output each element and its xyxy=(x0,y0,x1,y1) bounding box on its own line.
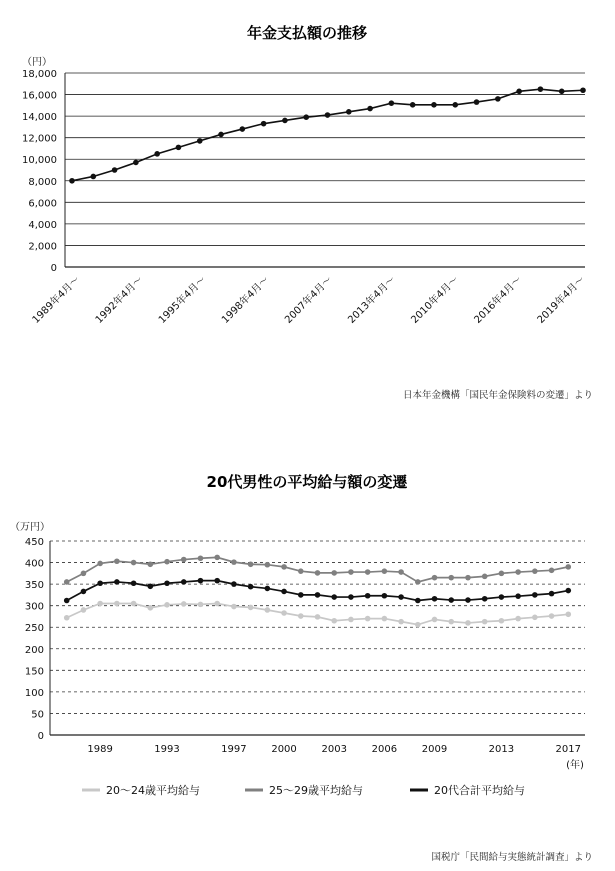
chart2-data-point-3 xyxy=(265,586,271,592)
chart2-data-point-2 xyxy=(499,571,505,577)
chart2-data-point-1 xyxy=(532,615,538,621)
chart1-title: 年金支払額の推移 xyxy=(246,24,368,42)
chart2-data-point-1 xyxy=(482,619,488,625)
chart1-data-point xyxy=(240,126,246,132)
chart2-y-tick-label: 50 xyxy=(31,709,44,721)
chart1-series xyxy=(69,86,586,183)
chart2-data-point-1 xyxy=(348,617,354,623)
chart2-data-point-1 xyxy=(97,601,103,607)
chart2-data-point-1 xyxy=(148,605,154,611)
chart2-data-point-2 xyxy=(331,570,337,576)
chart2-data-point-3 xyxy=(248,584,254,590)
legend-label-3: 20代合計平均給与 xyxy=(434,784,525,797)
chart2-x-unit: (年) xyxy=(566,760,584,771)
chart1-y-ticks xyxy=(22,69,57,274)
chart2-data-point-3 xyxy=(499,594,505,600)
chart2-data-point-1 xyxy=(415,622,421,628)
chart2-y-ticks xyxy=(25,537,44,742)
chart2-data-point-1 xyxy=(549,613,555,619)
legend-label-1: 20～24歳平均給与 xyxy=(106,784,200,797)
chart2-data-point-1 xyxy=(181,601,187,607)
chart2-data-point-2 xyxy=(515,569,521,575)
chart2-data-point-1 xyxy=(198,602,204,608)
chart1-y-tick-label: 2,000 xyxy=(28,241,57,253)
chart1-data-point xyxy=(580,87,586,93)
chart2-data-point-2 xyxy=(298,568,304,574)
chart1-x-tick-label: 1992年4月～ xyxy=(93,274,146,326)
chart1-y-tick-label: 14,000 xyxy=(22,112,57,124)
chart2-data-point-2 xyxy=(81,571,87,577)
chart2-data-point-2 xyxy=(281,564,287,570)
chart2-y-tick-label: 450 xyxy=(24,537,44,548)
chart2-data-point-1 xyxy=(164,602,170,608)
chart2-gridlines xyxy=(50,541,585,735)
chart2-data-point-2 xyxy=(365,569,371,575)
chart1-data-point xyxy=(495,96,501,102)
chart1-data-point xyxy=(112,167,118,173)
chart2-data-point-1 xyxy=(248,605,254,611)
chart1-x-tick-label: 2013年4月～ xyxy=(346,274,398,326)
chart2-data-point-2 xyxy=(482,574,488,580)
chart2-data-point-2 xyxy=(164,559,170,565)
chart2-data-point-1 xyxy=(432,617,438,623)
chart2-data-point-3 xyxy=(164,580,170,586)
chart2-x-tick-label: 1989 xyxy=(87,744,113,755)
chart2-data-point-2 xyxy=(148,561,154,567)
chart2-data-point-1 xyxy=(382,616,388,622)
chart2-x-tick-label: 2006 xyxy=(371,744,398,755)
chart2-series-line-2 xyxy=(67,557,569,582)
chart2-data-point-1 xyxy=(231,604,237,610)
chart2-data-point-1 xyxy=(114,601,120,607)
chart2-data-point-3 xyxy=(348,594,354,600)
chart2-x-tick-label: 2000 xyxy=(271,744,297,755)
chart2-data-point-3 xyxy=(532,592,538,598)
chart1-data-point xyxy=(474,99,480,105)
chart1-y-tick-label: 10,000 xyxy=(22,155,57,167)
chart2-data-point-3 xyxy=(148,583,154,589)
chart1-data-point xyxy=(154,151,160,157)
chart2-data-point-3 xyxy=(97,580,103,586)
chart2-data-point-2 xyxy=(448,575,454,581)
chart2-x-tick-label: 2009 xyxy=(421,744,448,755)
chart2-y-tick-label: 300 xyxy=(24,601,44,613)
chart2-data-point-2 xyxy=(532,568,538,574)
chart1-data-point xyxy=(538,86,544,92)
chart2-data-point-2 xyxy=(97,561,103,567)
chart2-data-point-3 xyxy=(465,597,471,603)
chart2-data-point-2 xyxy=(348,569,354,575)
chart1-data-point xyxy=(176,145,182,151)
chart2-data-point-2 xyxy=(415,579,421,585)
chart2-data-point-3 xyxy=(315,592,321,598)
chart2-data-point-1 xyxy=(315,614,321,620)
chart1-x-tick-label: 1989年4月～ xyxy=(30,274,83,326)
chart1-x-tick-label: 2016年4月～ xyxy=(472,274,524,326)
chart2-y-tick-label: 0 xyxy=(37,731,44,742)
chart1-data-point xyxy=(389,100,395,106)
chart2-data-point-3 xyxy=(415,598,421,604)
chart2-data-point-2 xyxy=(382,568,388,574)
chart1-y-unit: （円） xyxy=(22,57,52,68)
chart2-data-point-3 xyxy=(382,593,388,599)
chart2-y-tick-label: 200 xyxy=(24,644,44,656)
chart2-y-tick-label: 250 xyxy=(24,623,44,635)
chart1-data-point xyxy=(516,89,522,95)
chart1-data-point xyxy=(325,112,331,118)
chart2-data-point-3 xyxy=(515,593,521,599)
chart1-data-point xyxy=(410,102,416,108)
chart1-data-point xyxy=(282,118,288,124)
chart2-data-point-1 xyxy=(565,611,571,617)
chart1-x-tick-label: 1995年4月～ xyxy=(156,274,209,326)
chart2-data-point-3 xyxy=(448,597,454,603)
chart2-data-point-3 xyxy=(231,581,237,587)
chart2-x-ticks xyxy=(87,744,581,755)
chart2-legend xyxy=(82,783,525,797)
chart2-data-point-3 xyxy=(181,579,187,585)
chart2-data-point-3 xyxy=(482,596,488,602)
chart1-y-tick-label: 18,000 xyxy=(22,69,57,80)
chart2-data-point-2 xyxy=(465,575,471,581)
chart2-data-point-2 xyxy=(231,559,237,565)
chart2-x-tick-label: 2013 xyxy=(488,744,515,755)
chart1-x-tick-label: 1998年4月～ xyxy=(220,274,272,326)
chart2-data-point-2 xyxy=(131,560,137,566)
chart2-data-point-2 xyxy=(432,575,438,581)
chart2-y-tick-label: 350 xyxy=(24,580,44,592)
chart1-source: 日本年金機構「国民年金保険料の変遷」より xyxy=(402,390,593,401)
chart2-y-tick-label: 150 xyxy=(24,666,44,678)
chart2-data-point-2 xyxy=(265,562,271,568)
chart1-data-point xyxy=(431,102,437,108)
chart2-data-point-2 xyxy=(565,564,571,570)
chart2-data-point-2 xyxy=(214,555,220,561)
chart1-data-point xyxy=(559,89,565,95)
chart2-data-point-1 xyxy=(448,619,454,625)
chart2-data-point-1 xyxy=(131,601,137,607)
chart1-data-point xyxy=(346,109,352,115)
pension-chart xyxy=(22,24,593,401)
chart1-y-tick-label: 0 xyxy=(50,263,57,274)
legend-label-2: 25～29歳平均給与 xyxy=(269,784,363,797)
chart2-data-point-3 xyxy=(365,593,371,599)
chart2-data-point-3 xyxy=(214,578,220,584)
chart1-data-point xyxy=(90,174,96,180)
chart2-series-line-1 xyxy=(67,604,569,625)
chart2-data-point-1 xyxy=(64,615,70,621)
chart1-x-tick-label: 2007年4月～ xyxy=(283,274,335,326)
chart2-data-point-2 xyxy=(315,570,321,576)
chart2-data-point-1 xyxy=(265,607,271,613)
salary-chart xyxy=(10,473,593,863)
chart2-data-point-1 xyxy=(331,618,337,624)
chart1-data-point xyxy=(197,138,203,144)
chart2-x-tick-label: 1993 xyxy=(154,744,180,755)
chart1-data-point xyxy=(69,178,75,184)
chart2-x-tick-label: 1997 xyxy=(221,744,247,755)
chart2-data-point-1 xyxy=(398,619,404,625)
chart2-data-point-3 xyxy=(198,578,204,584)
chart1-data-point xyxy=(133,160,139,166)
chart1-y-tick-label: 6,000 xyxy=(28,198,57,210)
chart1-series-line xyxy=(72,89,583,181)
chart1-y-tick-label: 12,000 xyxy=(22,133,57,145)
chart2-data-point-1 xyxy=(81,607,87,613)
chart2-data-point-3 xyxy=(398,594,404,600)
chart2-source: 国税庁「民間給与実態統計調査」より xyxy=(431,852,593,863)
chart2-data-point-3 xyxy=(64,598,70,604)
chart2-title: 20代男性の平均給与額の変遷 xyxy=(206,473,408,491)
chart1-data-point xyxy=(261,121,267,127)
chart1-x-tick-label: 2019年4月～ xyxy=(535,274,588,326)
chart2-y-unit: （万円） xyxy=(10,522,50,533)
chart1-gridlines xyxy=(65,73,585,267)
chart2-data-point-2 xyxy=(198,555,204,561)
chart2-data-point-1 xyxy=(515,616,521,622)
chart2-x-tick-label: 2017 xyxy=(555,744,582,755)
chart2-y-tick-label: 100 xyxy=(24,687,44,699)
chart1-y-tick-label: 8,000 xyxy=(28,176,57,188)
chart2-data-point-1 xyxy=(465,620,471,626)
chart2-data-point-3 xyxy=(432,596,438,602)
chart2-data-point-2 xyxy=(64,579,70,585)
chart2-data-point-1 xyxy=(499,618,505,624)
chart2-data-point-3 xyxy=(114,579,120,585)
chart2-data-point-2 xyxy=(549,568,555,574)
chart2-data-point-3 xyxy=(565,588,571,594)
chart1-data-point xyxy=(367,106,373,112)
chart2-data-point-1 xyxy=(214,601,220,607)
chart2-data-point-3 xyxy=(281,589,287,595)
chart2-data-point-1 xyxy=(298,613,304,619)
chart2-series xyxy=(64,555,571,628)
chart1-y-tick-label: 4,000 xyxy=(28,219,57,231)
chart2-data-point-3 xyxy=(131,580,137,586)
chart2-x-tick-label: 2003 xyxy=(321,744,347,755)
chart2-data-point-1 xyxy=(365,616,371,622)
chart1-y-tick-label: 16,000 xyxy=(22,90,57,102)
chart1-data-point xyxy=(218,132,224,138)
chart2-data-point-1 xyxy=(281,610,287,616)
chart2-data-point-2 xyxy=(114,558,120,564)
chart1-data-point xyxy=(303,114,309,120)
chart2-data-point-3 xyxy=(298,592,304,598)
chart2-y-tick-label: 400 xyxy=(24,558,44,570)
chart1-x-ticks xyxy=(29,273,587,326)
chart2-data-point-2 xyxy=(398,569,404,575)
chart2-data-point-2 xyxy=(248,561,254,567)
chart2-data-point-3 xyxy=(549,591,555,597)
chart2-data-point-2 xyxy=(181,557,187,563)
chart1-data-point xyxy=(452,102,458,108)
chart1-x-tick-label: 2010年4月～ xyxy=(409,274,461,326)
chart2-data-point-3 xyxy=(331,594,337,600)
chart2-data-point-3 xyxy=(81,589,87,595)
